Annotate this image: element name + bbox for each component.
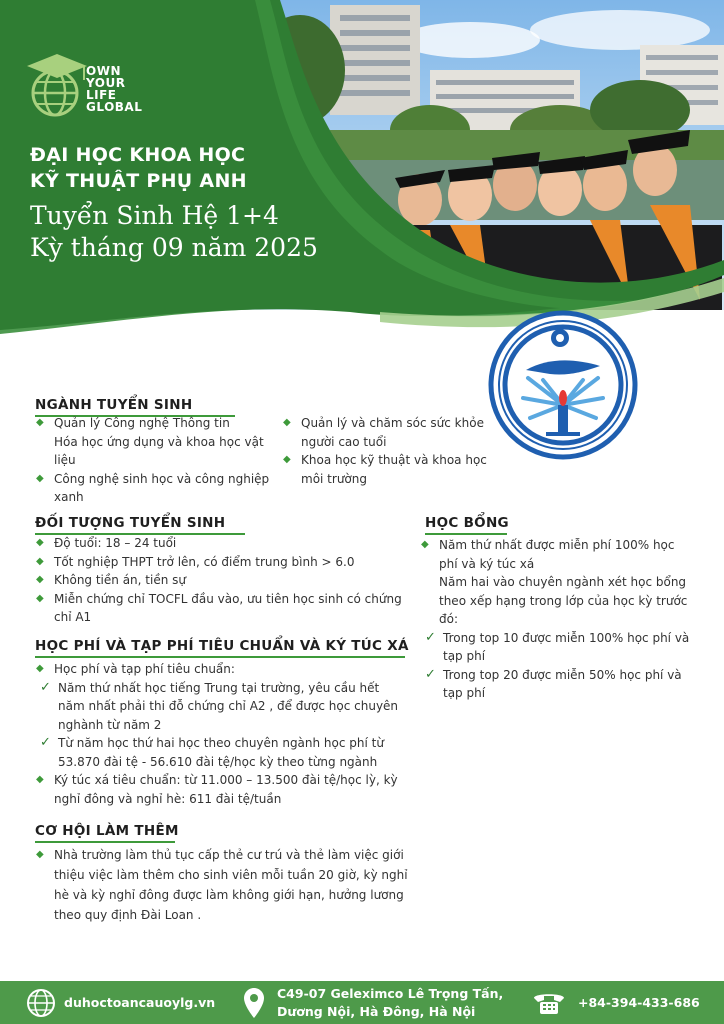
diamond-bullet-icon: ◆ — [36, 849, 44, 860]
list-item-text: Tốt nghiệp THPT trở lên, có điểm trung bình > 6.0 — [54, 554, 355, 569]
check-icon: ✓ — [40, 679, 51, 695]
university-seal-icon — [488, 310, 638, 460]
majors-list-right — [283, 414, 493, 488]
check-icon: ✓ — [40, 735, 51, 750]
list-item-text: Trong top 20 được miễn 50% học phí và tạp phí — [443, 667, 682, 700]
diamond-bullet-icon: ◆ — [283, 417, 291, 428]
globe-graduation-cap-icon — [22, 48, 92, 118]
footer-website[interactable]: duhoctoancauoylg.vn — [64, 995, 216, 1010]
university-name-line1: ĐẠI HỌC KHOA HỌC — [30, 144, 246, 166]
globe-icon — [26, 988, 56, 1018]
list-item-text: Công nghệ sinh học và công nghiệp xanh — [54, 471, 270, 504]
list-item — [36, 553, 421, 572]
list-item-text: Năm hai vào chuyên ngành xét học bổng theo xếp hạng trong lớp của học kỳ trước đó: — [439, 575, 688, 626]
diamond-bullet-icon: ◆ — [36, 472, 44, 484]
majors-section — [35, 394, 192, 413]
list-item — [421, 536, 693, 573]
list-item-text: Khoa học kỹ thuật và khoa học môi trường — [301, 453, 487, 486]
phone-icon — [532, 990, 566, 1016]
list-item-text: Từ năm học thứ hai học theo chuyên ngành học phí từ 53.870 đài tệ - 56.610 đài tệ/học kỳ theo từng ngành — [58, 736, 384, 769]
list-item — [36, 470, 271, 507]
work-title — [35, 823, 179, 839]
list-item — [421, 666, 693, 703]
title-underline — [35, 841, 175, 843]
list-item — [283, 414, 493, 451]
footer-address — [277, 985, 503, 1021]
list-item-text: Độ tuổi: 18 – 24 tuổi — [54, 536, 177, 550]
logo-line: LIFE — [86, 88, 117, 102]
eligibility-title-text: ĐỐI TƯỢNG TUYỂN SINH — [35, 515, 226, 531]
eligibility-section — [35, 512, 225, 531]
fees-list — [36, 660, 416, 808]
scholarship-title — [425, 515, 509, 531]
logo-line: GLOBAL — [86, 100, 143, 114]
majors-title-text: NGÀNH TUYỂN SINH — [35, 397, 193, 413]
diamond-bullet-icon: ◆ — [36, 537, 44, 548]
list-item-text: Quản lý Công nghệ Thông tin — [54, 416, 230, 430]
location-pin-icon — [243, 987, 265, 1019]
diamond-bullet-icon: ◆ — [36, 574, 44, 585]
majors-title — [35, 397, 192, 413]
diamond-bullet-icon: ◆ — [36, 417, 44, 428]
diamond-bullet-icon: ◆ — [283, 454, 291, 465]
list-item-text: Ký túc xá tiêu chuẩn: từ 11.000 – 13.500 đài tệ/học lỳ, kỳ nghỉ đông và nghỉ hè: 611 đài tệ/tuần — [54, 773, 398, 806]
fees-title — [35, 638, 409, 654]
list-item — [36, 771, 416, 808]
list-item — [421, 629, 693, 666]
list-item-text: Năm thứ nhất được miễn phí 100% học phí và ký túc xá — [439, 538, 675, 571]
list-item — [36, 845, 421, 925]
brand-logo-text — [86, 65, 142, 113]
address-line2: Dương Nội, Hà Đông, Hà Nội — [277, 1004, 476, 1019]
list-item — [421, 573, 693, 629]
title-underline — [425, 533, 507, 535]
list-item — [283, 451, 493, 488]
list-item — [36, 590, 421, 627]
footer-phone[interactable]: +84-394-433-686 — [578, 995, 700, 1010]
list-item — [36, 433, 271, 470]
list-item-text: Nhà trường làm thủ tục cấp thẻ cư trú và thẻ làm việc giới thiệu việc làm thêm cho sinh viên mỗi tuần 20 giờ, kỳ nghỉ hè và kỳ nghỉ đông được làm không giới hạn, hưởng lương theo quy định Đài Loan . — [54, 848, 408, 922]
list-item — [36, 734, 416, 771]
university-name-line2: KỸ THUẬT PHỤ ANH — [30, 170, 247, 192]
scholarship-title-text: HỌC BỔNG — [425, 515, 509, 531]
eligibility-title — [35, 515, 225, 531]
intake-title — [30, 200, 318, 264]
list-item — [36, 571, 421, 590]
diamond-bullet-icon: ◆ — [36, 663, 44, 674]
list-item — [36, 679, 416, 735]
university-name — [30, 142, 247, 194]
footer-bar — [0, 981, 724, 1024]
intake-line2: Kỳ tháng 09 năm 2025 — [30, 233, 318, 262]
check-icon: ✓ — [425, 666, 436, 682]
check-icon: ✓ — [425, 629, 436, 645]
fees-section — [35, 635, 409, 654]
list-item-text: Học phí và tạp phí tiêu chuẩn: — [54, 662, 235, 676]
diamond-bullet-icon: ◆ — [36, 774, 44, 785]
list-item — [36, 534, 421, 553]
list-item — [36, 660, 416, 679]
work-title-text: CƠ HỘI LÀM THÊM — [35, 823, 179, 839]
diamond-bullet-icon: ◆ — [36, 555, 44, 567]
list-item-text: Hóa học ứng dụng và khoa học vật liệu — [54, 434, 264, 467]
address-line1: C49-07 Geleximco Lê Trọng Tấn, — [277, 986, 504, 1001]
intake-line1: Tuyển Sinh Hệ 1+4 — [30, 201, 279, 230]
eligibility-list — [36, 534, 421, 627]
list-item-text: Trong top 10 được miễn 100% học phí và tạp phí — [443, 630, 690, 663]
majors-list-left — [36, 414, 271, 507]
diamond-bullet-icon: ◆ — [421, 539, 429, 550]
list-item-text: Quản lý và chăm sóc sức khỏe người cao tuổi — [301, 416, 484, 449]
logo-line: YOUR — [86, 76, 126, 90]
logo-line: OWN — [86, 64, 121, 78]
list-item-text: Năm thứ nhất học tiếng Trung tại trường, yêu cầu hết năm nhất phải thi đỗ chứng chỉ A2 , để được học chuyên nghành từ năm 2 — [58, 680, 399, 732]
fees-title-text: HỌC PHÍ VÀ TẠP PHÍ TIÊU CHUẨN VÀ KÝ TÚC XÁ — [35, 638, 409, 654]
title-underline — [35, 656, 405, 658]
list-item — [36, 414, 271, 433]
scholarship-section — [425, 512, 509, 531]
diamond-bullet-icon: ◆ — [36, 592, 44, 604]
work-list — [36, 845, 421, 925]
list-item-text: Không tiền án, tiền sự — [54, 573, 186, 587]
work-section — [35, 820, 179, 839]
list-item-text: Miễn chứng chỉ TOCFL đầu vào, ưu tiên học sinh có chứng chỉ A1 — [54, 591, 402, 624]
scholarship-list — [421, 536, 693, 703]
